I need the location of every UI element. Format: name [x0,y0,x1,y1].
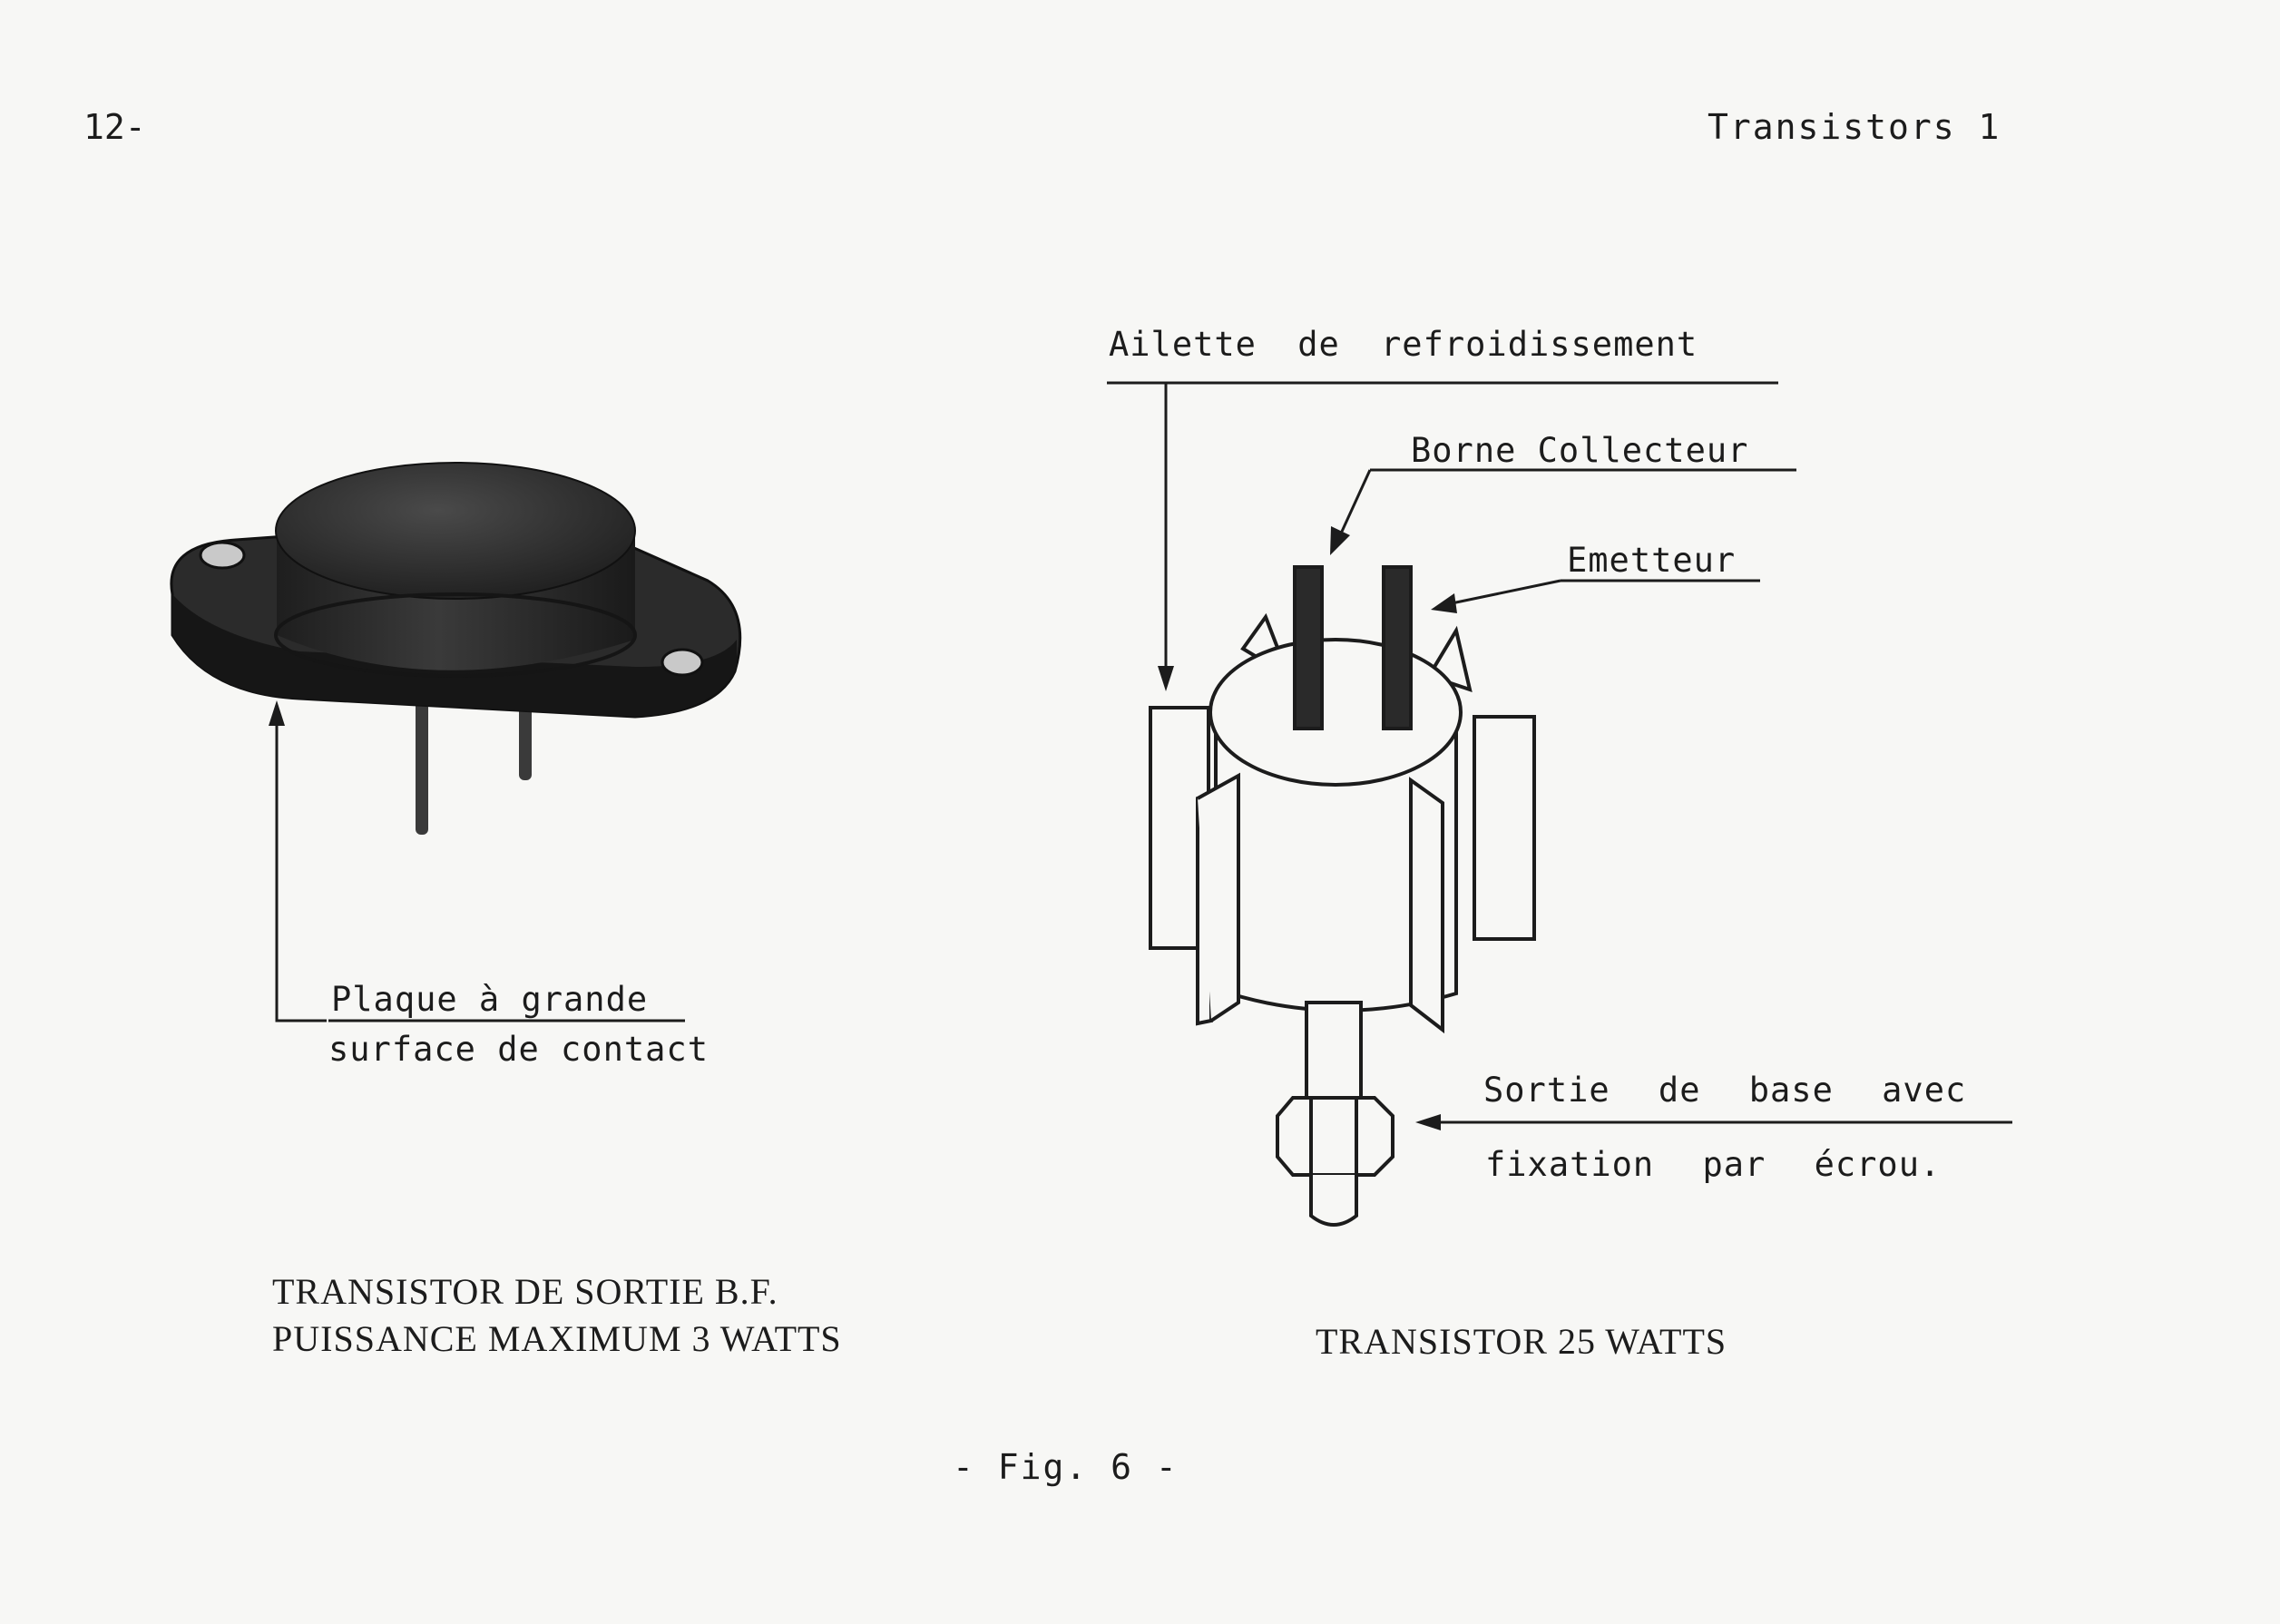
base-label-line1: Sortie de base avec [1483,1071,1967,1110]
to3-transistor-photo [171,463,740,835]
threaded-end [1311,1175,1356,1225]
collector-label: Borne Collecteur [1411,431,1749,470]
plaque-label-line1: Plaque à grande [331,980,649,1019]
left-caption-line2: PUISSANCE MAXIMUM 3 WATTS [272,1318,842,1359]
left-caption-line1: TRANSISTOR DE SORTIE B.F. [272,1271,778,1312]
cooling-fin-front-right [1411,780,1443,1030]
emitter-terminal [1384,567,1411,729]
emitter-label: Emetteur [1567,541,1737,580]
left-leader-line [269,700,685,1021]
page-header-title: Transistors 1 [1708,107,2001,147]
hex-nut [1277,1098,1393,1175]
fin-label: Ailette de refroidissement [1109,325,1698,364]
transistor-pin-1 [416,699,428,835]
mounting-hole-left [201,543,244,568]
transistor-cap-top [276,463,635,599]
cooling-fin-right-back [1474,717,1534,939]
mounting-hole-right [662,650,702,675]
right-caption: TRANSISTOR 25 WATTS [1316,1321,1727,1362]
plaque-label-line2: surface de contact [328,1030,709,1069]
page-number: 12- [83,107,146,147]
collector-terminal [1295,567,1322,729]
cylinder-top [1210,640,1461,785]
finned-transistor-drawing [1150,567,1534,1225]
base-label-line2: fixation par écrou. [1485,1145,1942,1184]
figure-number: - Fig. 6 - [953,1447,1179,1487]
